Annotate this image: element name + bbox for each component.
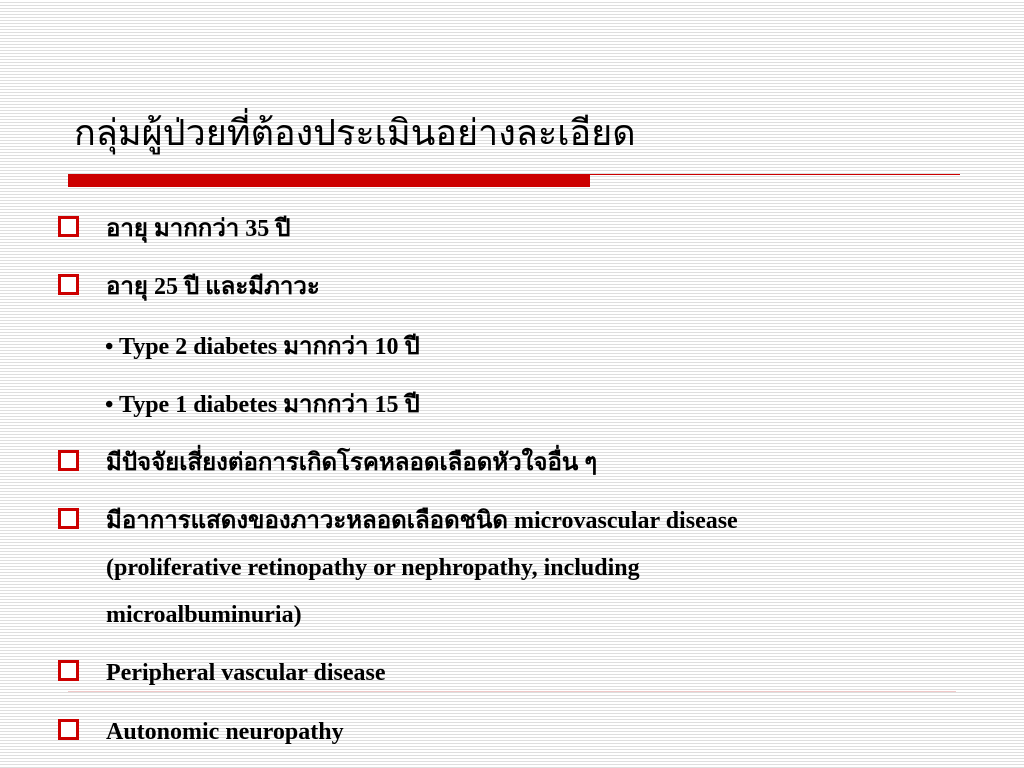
- bullet-text: อายุ มากกว่า 35 ปี: [106, 216, 291, 242]
- bullet-text: Peripheral vascular disease: [106, 660, 386, 686]
- bullet-text: อายุ 25 ปี และมีภาวะ: [106, 274, 320, 300]
- sub-bullet-type1-diabetes: • Type 1 diabetes มากกว่า 15 ปี: [105, 392, 420, 418]
- sub-bullet-type2-diabetes: • Type 2 diabetes มากกว่า 10 ปี: [105, 334, 420, 360]
- bullet-text: Autonomic neuropathy: [106, 719, 344, 745]
- checkbox-bullet-icon: [58, 216, 79, 237]
- footer-divider: [68, 691, 956, 692]
- checkbox-bullet-icon: [58, 719, 79, 740]
- bullet-text-line-1: มีอาการแสดงของภาวะหลอดเลือดชนิด microvascular disease: [106, 508, 738, 534]
- checkbox-bullet-icon: [58, 508, 79, 529]
- slide-title: กลุ่มผู้ป่วยที่ต้องประเมินอย่างละเอียด: [74, 113, 636, 153]
- checkbox-bullet-icon: [58, 450, 79, 471]
- checkbox-bullet-icon: [58, 274, 79, 295]
- bullet-text: มีปัจจัยเสี่ยงต่อการเกิดโรคหลอดเลือดหัวใจอื่น ๆ: [106, 450, 598, 476]
- title-underline-thin: [590, 174, 960, 175]
- title-underline-thick: [68, 174, 590, 187]
- checkbox-bullet-icon: [58, 660, 79, 681]
- bullet-text-line-2: (proliferative retinopathy or nephropathy, including: [106, 555, 640, 581]
- bullet-text-line-3: microalbuminuria): [106, 602, 302, 628]
